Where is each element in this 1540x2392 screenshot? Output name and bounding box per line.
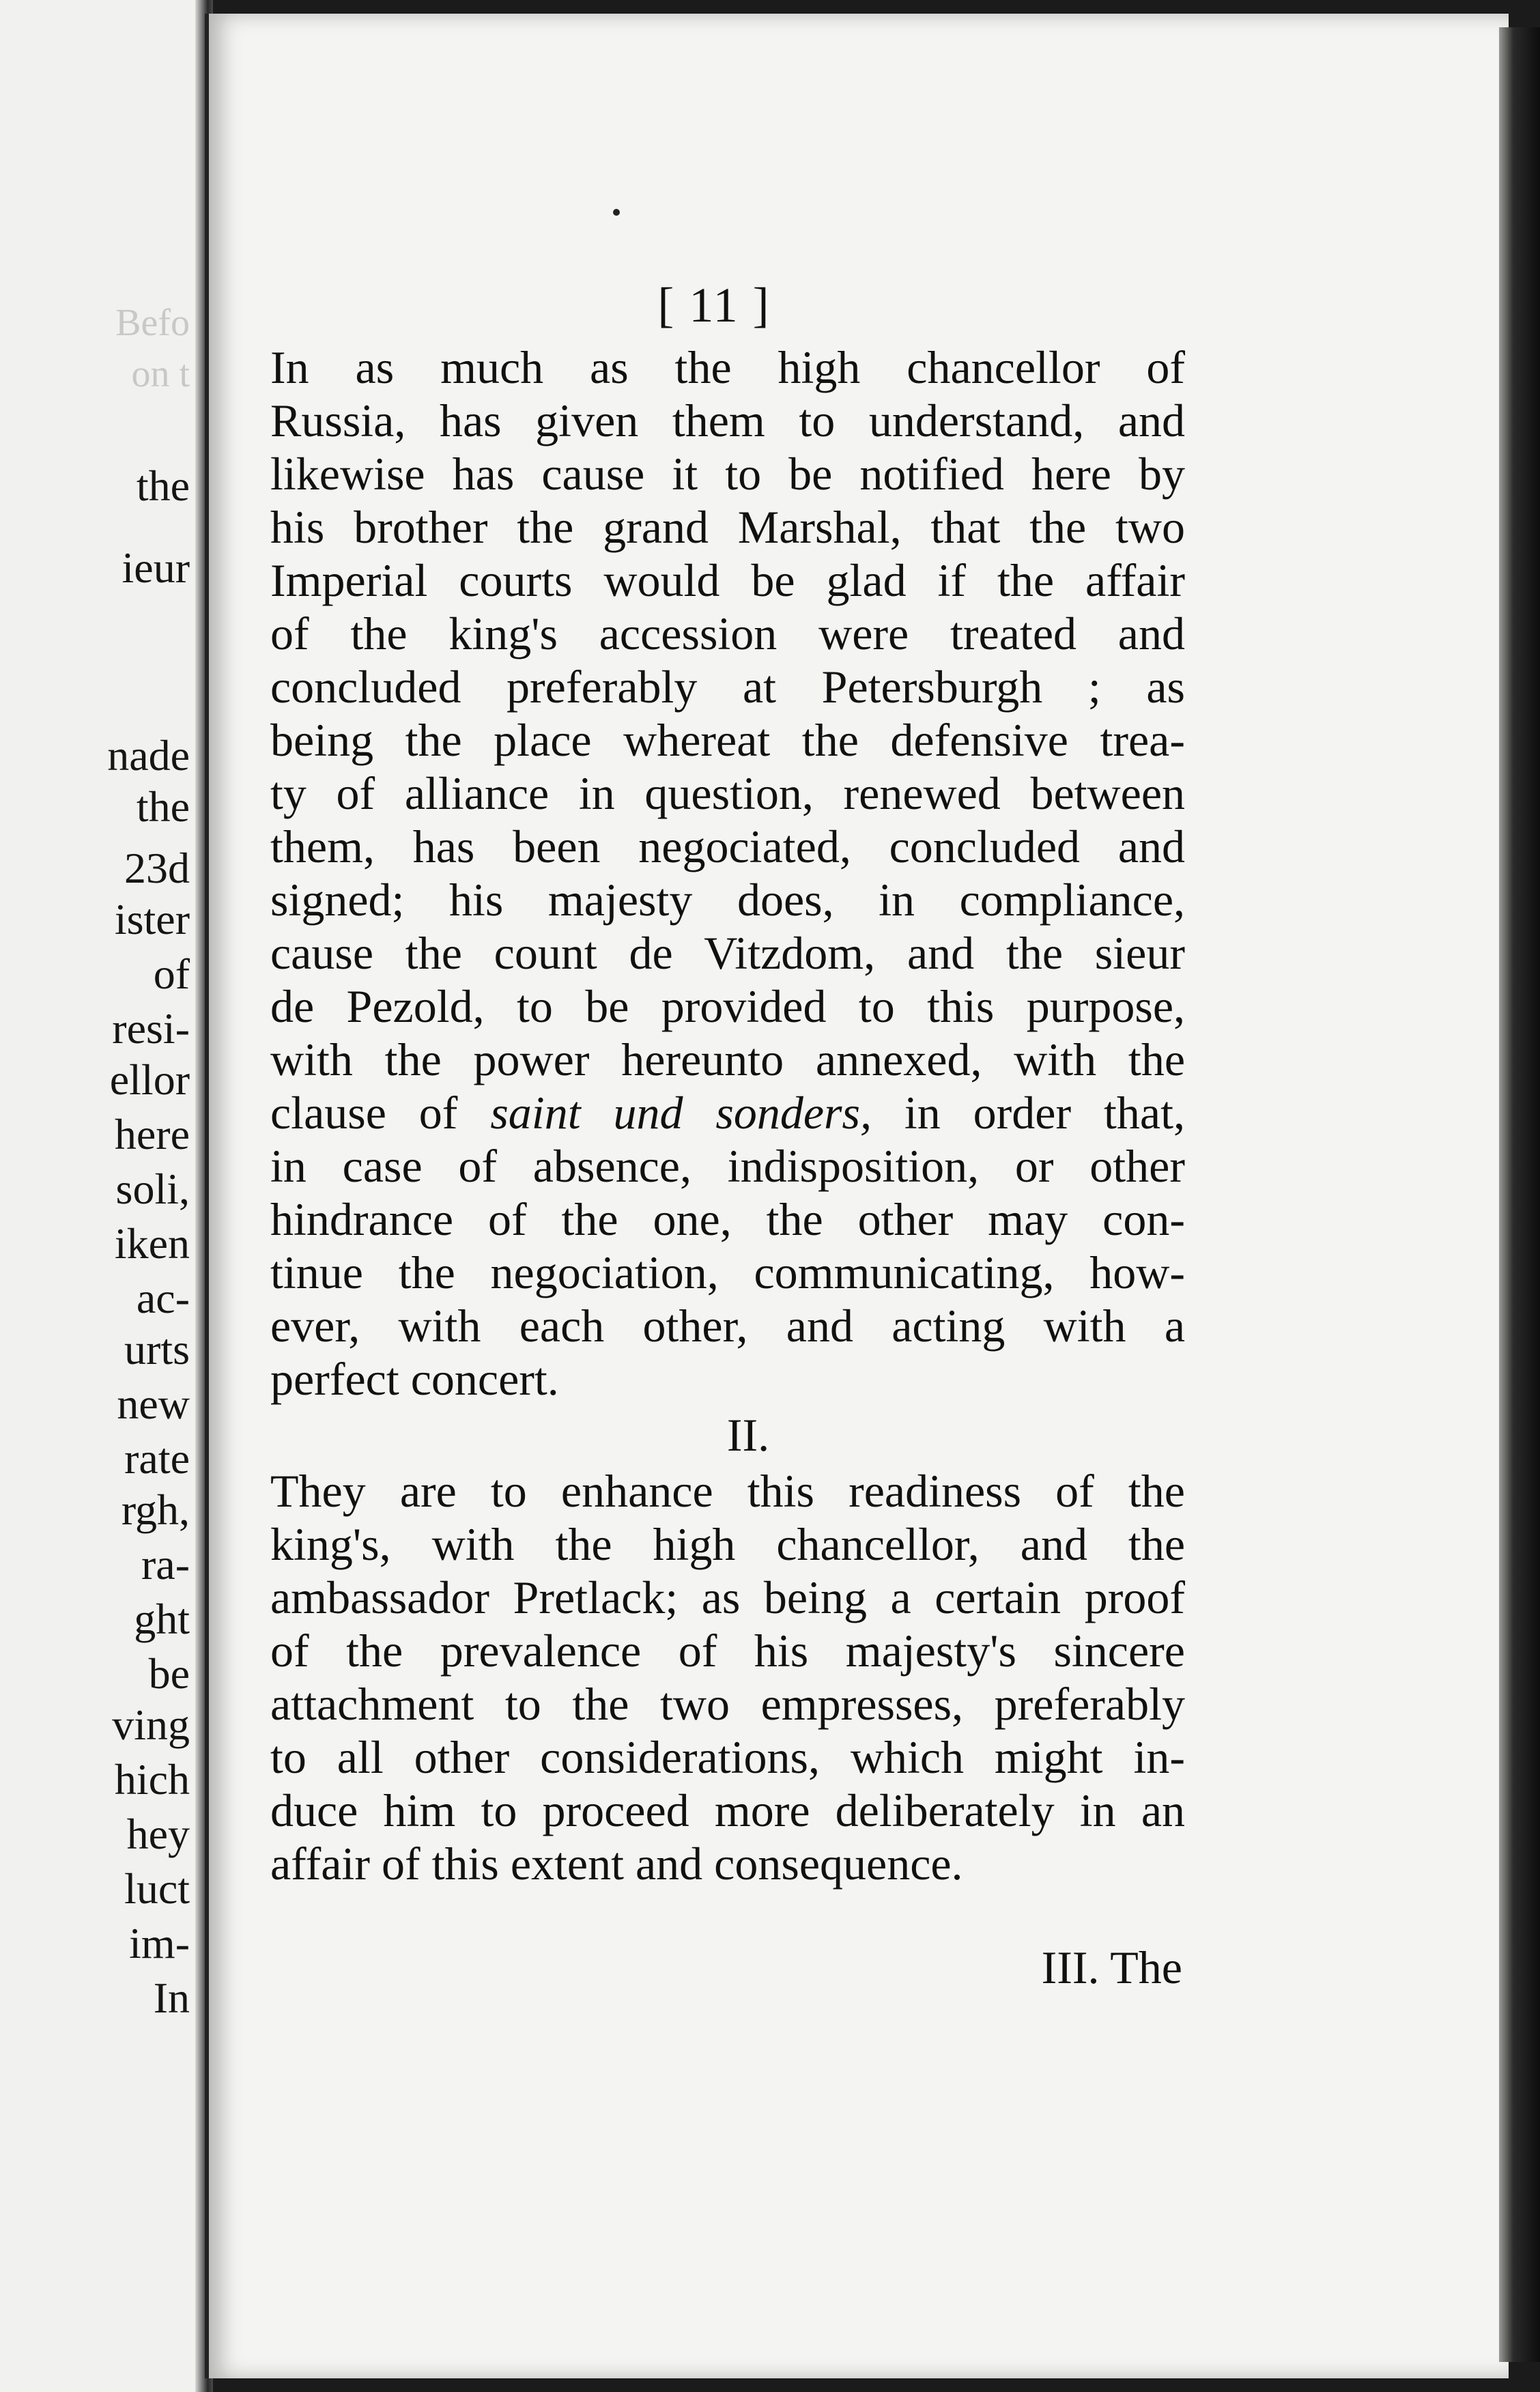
left-fragment-line: ra- (141, 1540, 190, 1589)
left-fragment-line: rgh, (121, 1485, 190, 1534)
left-fragment-line: the (136, 461, 190, 510)
text-line: In as much as the high chancellor of (270, 341, 1185, 393)
text-line: Imperial courts would be glad if the affair (270, 554, 1185, 606)
left-fragment-line: urts (124, 1325, 190, 1373)
left-fragment-line: ving (112, 1700, 190, 1749)
left-fragment-line: hey (126, 1810, 190, 1858)
text-line: being the place whereat the defensive trea- (270, 714, 1185, 766)
left-fragment-line: the (136, 782, 190, 831)
left-fragment-line: In (153, 1974, 190, 2022)
text-line: concluded preferably at Petersburgh ; as (270, 661, 1185, 713)
left-fragment-line: Befo (115, 302, 190, 344)
text-line: of the king's accession were treated and (270, 608, 1185, 659)
text-line: cause the count de Vitzdom, and the sieur (270, 927, 1185, 979)
ink-dot (613, 209, 620, 216)
left-fragment-line: ac- (136, 1274, 190, 1322)
left-fragment-line: iken (114, 1219, 190, 1268)
catchword: III. The (1041, 1941, 1182, 1993)
clause-after: in order that, (871, 1087, 1185, 1139)
paragraph-1 (270, 341, 1185, 1086)
text-line: duce him to proceed more deliberately in an (270, 1784, 1185, 1836)
left-fragment-line: luct (124, 1864, 190, 1913)
text-line: ever, with each other, and acting with a (270, 1300, 1185, 1352)
text-line: in case of absence, indisposition, or other (270, 1140, 1185, 1192)
text-line: They are to enhance this readiness of the (270, 1465, 1185, 1517)
left-fragment-line: im- (129, 1919, 190, 1967)
text-line: to all other considerations, which might in- (270, 1731, 1185, 1783)
left-fragment-line: resi- (112, 1004, 190, 1053)
text-line: of the prevalence of his majesty's sincere (270, 1625, 1185, 1677)
text-line: likewise has cause it to be notified here by (270, 448, 1185, 500)
left-fragment-line: ieur (122, 543, 190, 592)
page-edge-shadow (1499, 27, 1540, 2362)
left-fragment-line: be (148, 1649, 190, 1698)
left-fragment-line: nade (107, 731, 190, 780)
paragraph-1-tail (270, 1139, 1185, 1406)
clause-italic: saint und sonders, (490, 1087, 872, 1139)
left-page-fragment (0, 0, 205, 2392)
text-line: Russia, has given them to understand, and (270, 395, 1185, 446)
left-fragment-line: soli, (115, 1165, 190, 1213)
text-line (270, 1086, 1185, 1139)
left-fragment-line: hich (114, 1755, 190, 1804)
page-text (270, 270, 1185, 1890)
text-line: hindrance of the one, the other may con- (270, 1193, 1185, 1245)
section-heading: II. (726, 1409, 770, 1461)
left-fragment-line: new (117, 1380, 190, 1428)
left-fragment-line: 23d (124, 844, 190, 892)
text-line: king's, with the high chancellor, and the (270, 1518, 1185, 1570)
left-fragment-line: here (114, 1110, 190, 1158)
left-fragment-line: ght (134, 1595, 190, 1643)
clause-before: clause of (270, 1087, 491, 1139)
text-line: ambassador Pretlack; as being a certain proof (270, 1571, 1185, 1623)
left-fragment-line: on t (131, 353, 190, 395)
paragraph-2 (270, 1464, 1185, 1890)
left-fragment-line: rate (124, 1434, 190, 1483)
text-line: ty of alliance in question, renewed between (270, 767, 1185, 819)
text-line: affair of this extent and consequence. (270, 1838, 963, 1890)
text-line: tinue the negociation, communicating, how- (270, 1247, 1185, 1298)
text-line: them, has been negociated, concluded and (270, 821, 1185, 872)
text-line: with the power hereunto annexed, with the (270, 1034, 1185, 1085)
text-line: signed; his majesty does, in compliance, (270, 874, 1185, 926)
text-line: his brother the grand Marshal, that the two (270, 501, 1185, 553)
text-line: perfect concert. (270, 1353, 559, 1405)
left-fragment-line: ellor (109, 1055, 190, 1104)
left-fragment-line: ister (114, 895, 190, 943)
page-number: [ 11 ] (657, 278, 771, 332)
left-fragment-line: of (153, 950, 190, 998)
text-line: attachment to the two empresses, preferably (270, 1678, 1185, 1730)
text-line: de Pezold, to be provided to this purpose, (270, 980, 1185, 1032)
